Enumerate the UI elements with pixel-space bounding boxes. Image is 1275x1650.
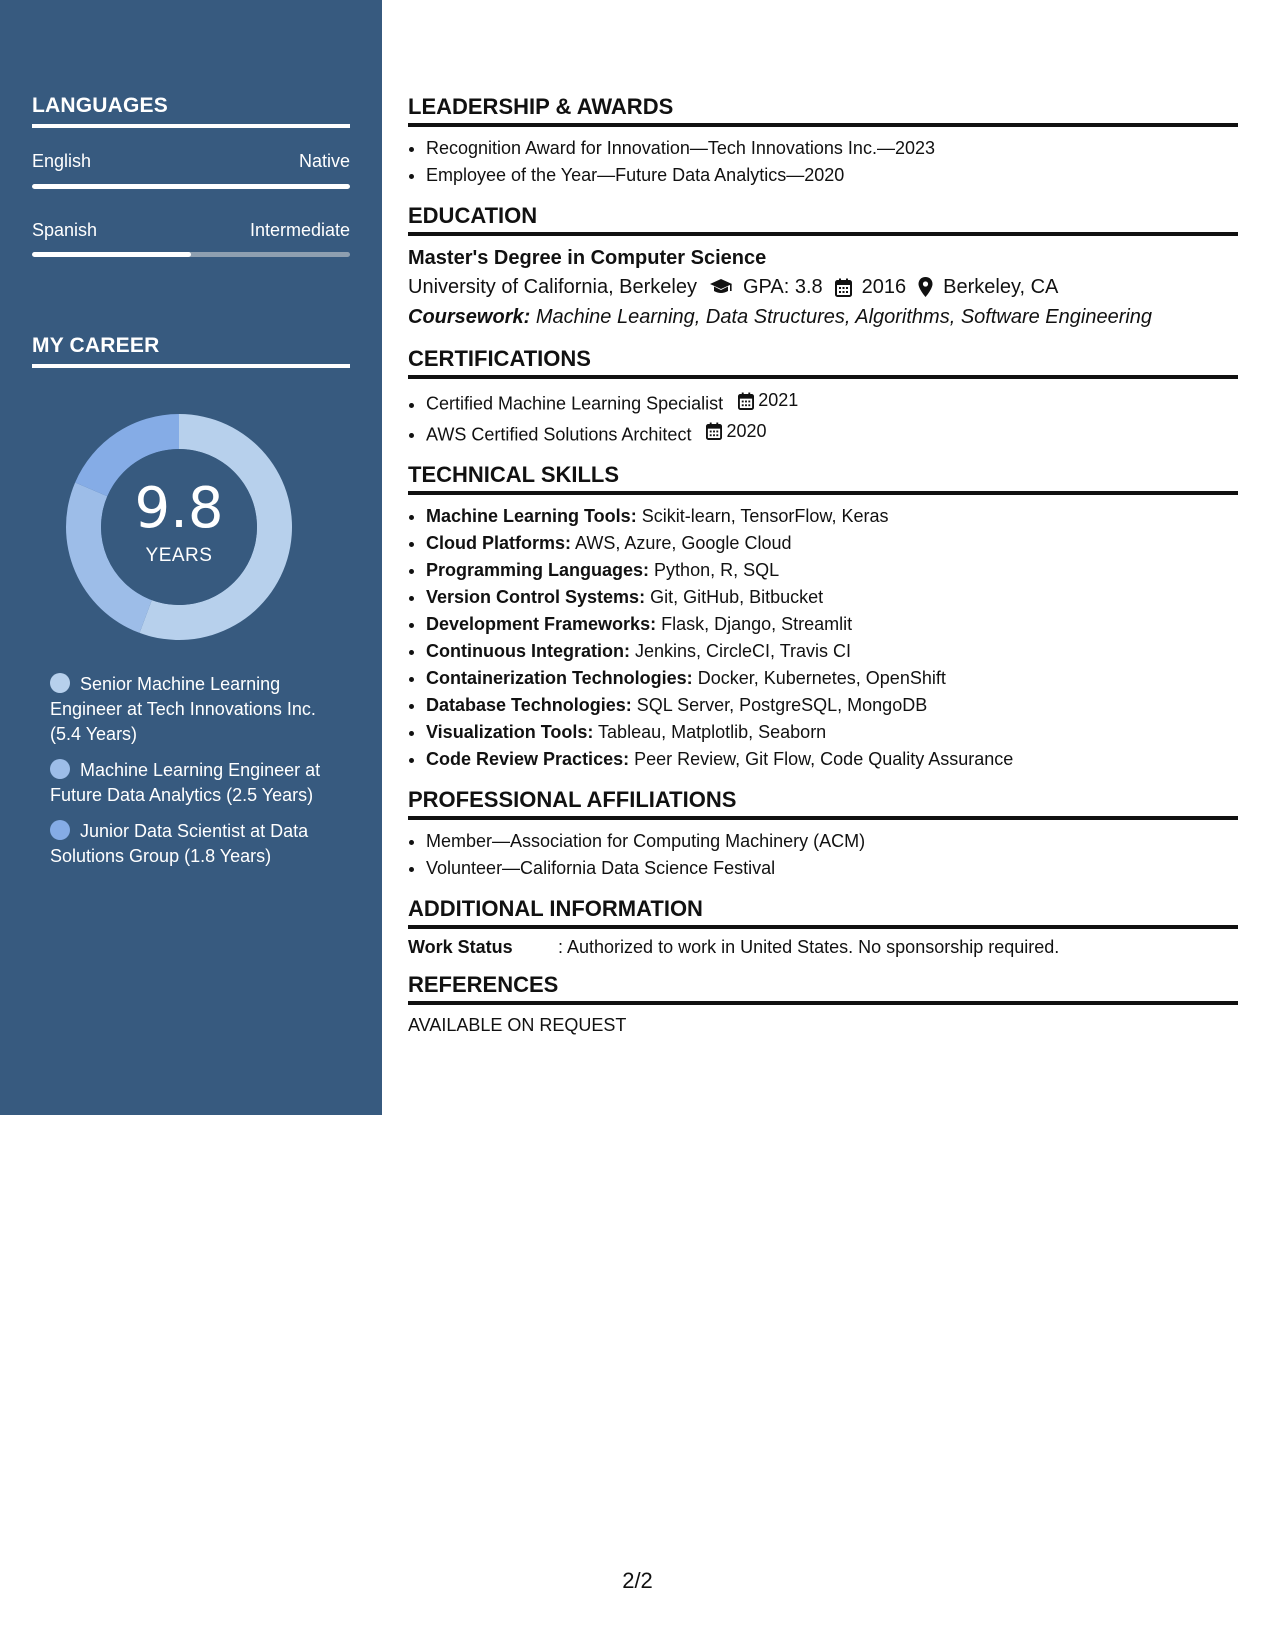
skill-item: [426, 557, 1238, 584]
skill-item: [426, 584, 1238, 611]
skill-label: Database Technologies:: [426, 695, 632, 715]
main-content: [408, 94, 1238, 1050]
coursework-label: Coursework:: [408, 306, 531, 328]
career-item-label: Machine Learning Engineer at Future Data Analytics (2.5 Years): [50, 760, 321, 805]
section-title: REFERENCES: [408, 972, 1238, 1005]
career-item: [50, 672, 340, 747]
leadership-list: [408, 135, 1238, 189]
education-details: [408, 272, 1238, 302]
skills-list: [408, 503, 1238, 773]
skill-item: [426, 611, 1238, 638]
skill-value: Jenkins, CircleCI, Travis CI: [634, 641, 852, 661]
career-donut-chart: [66, 414, 292, 640]
coursework-list: Machine Learning, Data Structures, Algorithms, Software Engineering: [535, 306, 1153, 328]
language-bar-fill: [32, 252, 191, 257]
degree-title: Master's Degree in Computer Science: [408, 247, 767, 269]
skill-value: Flask, Django, Streamlit: [661, 614, 853, 634]
skill-item: [426, 638, 1238, 665]
work-status-row: [408, 937, 1238, 958]
coursework: [408, 302, 1238, 332]
certifications-list: [408, 387, 1238, 448]
legend-dot-icon: [50, 820, 70, 840]
skill-value: Python, R, SQL: [654, 560, 780, 580]
certification-date: [706, 418, 766, 445]
language-name: Spanish: [32, 220, 98, 240]
career-item: [50, 758, 340, 808]
work-status-value: : Authorized to work in United States. No sponsorship required.: [558, 937, 1060, 957]
donut-center: [66, 414, 292, 640]
gpa: GPA: 3.8: [743, 276, 823, 298]
list-item: • Employee of the Year—Future Data Analytics—2020: [426, 162, 1238, 189]
page-number: 2/2: [622, 1568, 653, 1593]
skill-label: Cloud Platforms:: [426, 533, 572, 553]
certification-item: [426, 418, 1238, 449]
section-title: EDUCATION: [408, 203, 1238, 236]
skill-item: [426, 746, 1238, 773]
skill-item: [426, 530, 1238, 557]
career-item-label: Senior Machine Learning Engineer at Tech Innovations Inc. (5.4 Years): [50, 674, 316, 744]
section-title: PROFESSIONAL AFFILIATIONS: [408, 787, 1238, 820]
skill-value: AWS, Azure, Google Cloud: [575, 533, 792, 553]
skill-item: [426, 665, 1238, 692]
legend-dot-icon: [50, 673, 70, 693]
skill-item: [426, 719, 1238, 746]
graduation-year: 2016: [861, 276, 907, 298]
school-name: University of California, Berkeley: [408, 276, 697, 298]
section-title: CERTIFICATIONS: [408, 346, 1238, 379]
skill-label: Code Review Practices:: [426, 749, 630, 769]
language-row-spanish: [32, 220, 350, 241]
skill-value: Tableau, Matplotlib, Seaborn: [598, 722, 827, 742]
certification-item: [426, 387, 1238, 418]
certification-year: 2021: [758, 390, 799, 410]
additional-info-section: [408, 896, 1238, 958]
language-row-english: [32, 151, 350, 172]
affiliations-section: [408, 787, 1238, 882]
skill-item: [426, 503, 1238, 530]
language-bar-spanish: [32, 252, 350, 257]
languages-heading: LANGUAGES: [32, 94, 350, 128]
career-item: [50, 819, 340, 869]
sidebar: [0, 0, 382, 1115]
career-heading: MY CAREER: [32, 334, 350, 368]
leadership-section: [408, 94, 1238, 189]
location-pin-icon: [918, 277, 933, 297]
references-text: AVAILABLE ON REQUEST: [408, 1015, 627, 1035]
certification-year: 2020: [726, 420, 767, 441]
skills-section: [408, 462, 1238, 773]
skill-label: Containerization Technologies:: [426, 668, 693, 688]
skill-label: Continuous Integration:: [426, 641, 630, 661]
certification-name: AWS Certified Solutions Architect: [426, 424, 692, 444]
skill-label: Machine Learning Tools:: [426, 506, 637, 526]
career-legend: [50, 672, 340, 880]
skill-value: SQL Server, PostgreSQL, MongoDB: [636, 695, 928, 715]
language-bar-english: [32, 184, 350, 189]
references-section: [408, 972, 1238, 1036]
skill-label: Development Frameworks:: [426, 614, 657, 634]
school-location: Berkeley, CA: [943, 276, 1059, 298]
certification-name: Certified Machine Learning Specialist: [426, 393, 724, 414]
list-item: • Member—Association for Computing Machinery (ACM): [426, 828, 1238, 855]
calendar-icon: [835, 278, 852, 297]
skill-label: Visualization Tools:: [426, 722, 594, 742]
skill-label: Version Control Systems:: [426, 587, 646, 607]
skill-value: Peer Review, Git Flow, Code Quality Assurance: [634, 749, 1014, 769]
calendar-icon: [738, 392, 754, 410]
affiliations-list: [408, 828, 1238, 882]
skill-value: Git, GitHub, Bitbucket: [650, 587, 824, 607]
list-item: • Recognition Award for Innovation—Tech Innovations Inc.—2023: [426, 135, 1238, 162]
legend-dot-icon: [50, 759, 70, 779]
calendar-icon: [706, 422, 722, 440]
work-status-label: Work Status: [408, 937, 513, 957]
section-title: ADDITIONAL INFORMATION: [408, 896, 1238, 929]
language-name: English: [32, 151, 92, 171]
skill-value: Docker, Kubernetes, OpenShift: [697, 668, 946, 688]
skill-label: Programming Languages:: [426, 560, 650, 580]
language-level: Intermediate: [249, 220, 350, 240]
graduation-cap-icon: [709, 278, 733, 296]
language-bar-fill: [32, 184, 350, 189]
certifications-section: [408, 346, 1238, 448]
education-section: [408, 203, 1238, 332]
career-total-years: 9.8: [134, 476, 224, 541]
section-title: TECHNICAL SKILLS: [408, 462, 1238, 495]
language-level: Native: [298, 151, 350, 171]
career-item-label: Junior Data Scientist at Data Solutions Group (1.8 Years): [50, 821, 309, 866]
skill-value: Scikit-learn, TensorFlow, Keras: [641, 506, 889, 526]
certification-date: [738, 387, 798, 414]
career-years-unit: YEARS: [145, 545, 213, 566]
section-title: LEADERSHIP & AWARDS: [408, 94, 1238, 127]
list-item: • Volunteer—California Data Science Festival: [426, 855, 1238, 882]
skill-item: [426, 692, 1238, 719]
